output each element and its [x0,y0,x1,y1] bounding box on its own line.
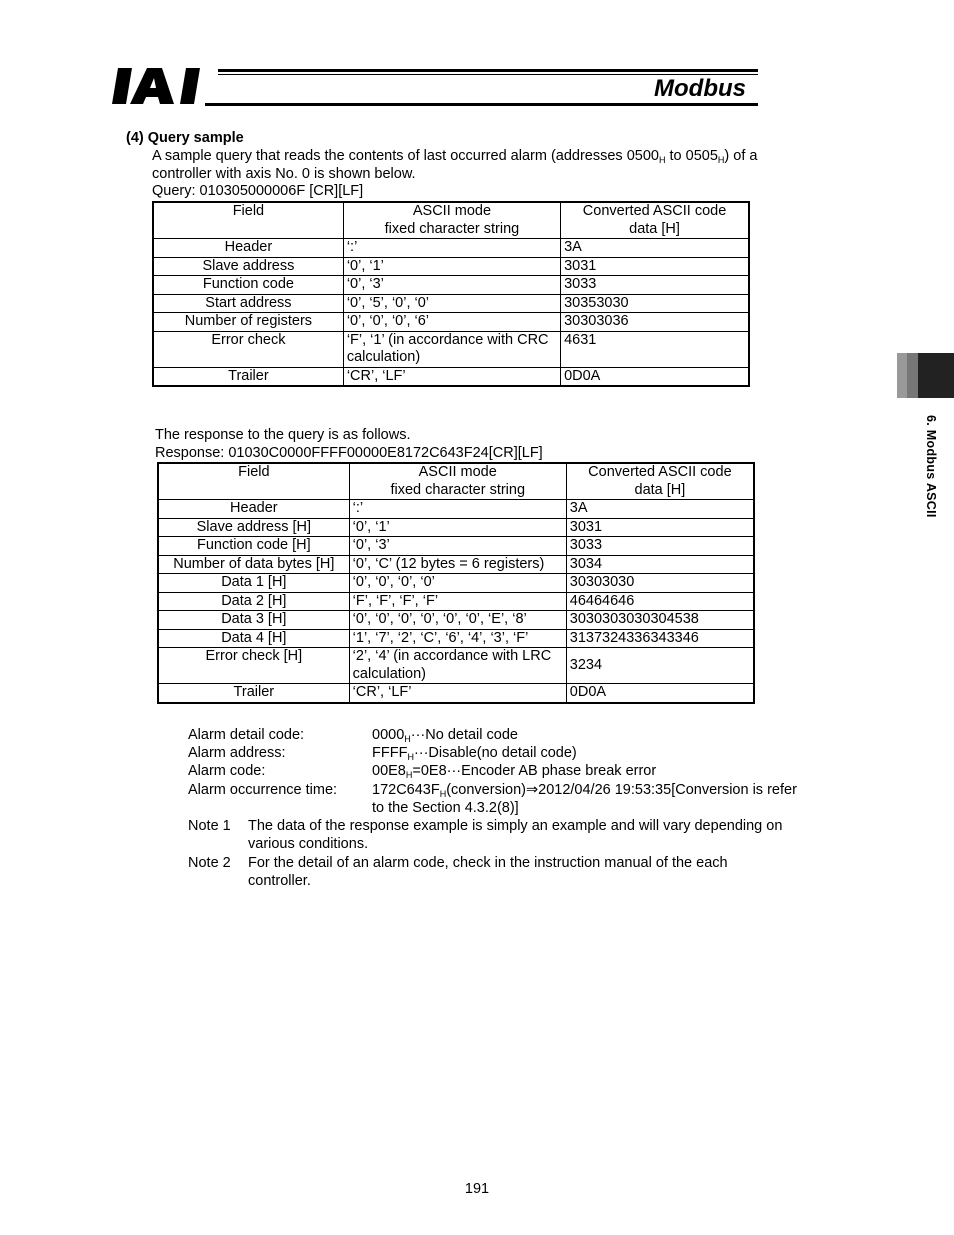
table-row [158,574,754,593]
iai-logo [112,66,212,106]
side-tab-mid [907,353,918,398]
note-1-text: The data of the response example is simply an example and will vary depending on [248,818,783,834]
table-row [158,518,754,537]
field-cell: Slave address [H] [158,518,349,537]
field-cell: Error check [153,331,343,367]
note-2-label: Note 2 [188,855,231,871]
code-cell: 3234 [566,648,754,684]
alarm-address-value: $FFFF_H\cdot\cdot\cdot Disable(no$ detail code) [372,745,577,762]
alarm-address-label: Alarm address: [188,745,286,761]
table-row [153,367,749,386]
field-cell: Data 2 [H] [158,592,349,611]
code-cell: 3030303030304538 [566,611,754,630]
section-heading: (4) Query sample [126,130,244,146]
ascii-cell: ‘F’, ‘F’, ‘F’, ‘F’ [349,592,566,611]
alarm-detail-value: $0000_H\cdot\cdot\cdot No$ detail code [372,727,518,744]
chapter-side-label: 6. Modbus ASCII [924,415,938,518]
field-cell: Start address [153,294,343,313]
table-row [153,257,749,276]
field-cell: Trailer [153,367,343,386]
code-cell: 46464646 [566,592,754,611]
table-header-row [158,463,754,500]
code-cell: 4631 [561,331,749,367]
ascii-cell: ‘0’, ‘3’ [349,537,566,556]
code-cell: 3033 [566,537,754,556]
ascii-cell: ‘0’, ‘1’ [343,257,560,276]
ascii-cell: ‘1’, ‘7’, ‘2’, ‘C’, ‘6’, ‘4’, ‘3’, ‘F’ [349,629,566,648]
code-cell: 3031 [566,518,754,537]
table-row [153,313,749,332]
note-2-text: For the detail of an alarm code, check in the instruction manual of the each [248,855,728,871]
response-intro: The response to the query is as follows. [155,427,411,443]
table-row [158,592,754,611]
field-cell: Header [158,500,349,519]
note-1-label: Note 1 [188,818,231,834]
response-table [157,462,755,704]
code-cell: 3033 [561,276,749,295]
code-cell: 3A [561,239,749,258]
side-tab-light [897,353,907,398]
response-label: Response: 01030C0000FFFF00000E8172C643F24[CR][LF] [155,445,543,461]
table-row [158,555,754,574]
header-rule-top [218,69,758,72]
ascii-cell: ‘2’, ‘4’ (in accordance with LRC calculation) [349,648,566,684]
field-cell: Function code [H] [158,537,349,556]
intro-line-2: controller with axis No. 0 is shown below. [152,166,416,182]
alarm-time-value: $172C643F_H(conversion)\Rightarrow 2012/04/26$ 19:53:35[Conversion is refer [372,782,797,799]
field-cell: Number of registers [153,313,343,332]
table-row [158,629,754,648]
intro-line-1: A sample query that reads the contents of last occurred alarm (addresses $0500_H$ to $0505_H$) of a [152,148,758,165]
header-cell: Converted ASCII code data [H] [561,202,749,239]
table-row [153,239,749,258]
note-1-text-cont: various conditions. [248,836,369,852]
field-cell: Number of data bytes [H] [158,555,349,574]
table-row [153,276,749,295]
header-cell: Field [158,463,349,500]
query-table [152,201,750,387]
query-label: Query: 010305000006F [CR][LF] [152,183,364,199]
ascii-cell: ‘0’, ‘0’, ‘0’, ‘6’ [343,313,560,332]
code-cell: 0D0A [566,684,754,703]
ascii-cell: ‘0’, ‘0’, ‘0’, ‘0’ [349,574,566,593]
field-cell: Function code [153,276,343,295]
table-header-row [153,202,749,239]
table-row [158,537,754,556]
code-cell: 3034 [566,555,754,574]
ascii-cell: ‘:’ [343,239,560,258]
alarm-time-label: Alarm occurrence time: [188,782,338,798]
field-cell: Slave address [153,257,343,276]
ascii-cell: ‘F’, ‘1’ (in accordance with CRC calculation) [343,331,560,367]
header-cell: ASCII mode fixed character string [343,202,560,239]
code-cell: 3137324336343346 [566,629,754,648]
header-rule-bottom [205,103,758,106]
ascii-cell: ‘CR’, ‘LF’ [349,684,566,703]
code-cell: 3A [566,500,754,519]
field-cell: Trailer [158,684,349,703]
table-row [158,648,754,684]
ascii-cell: ‘:’ [349,500,566,519]
field-cell: Data 1 [H] [158,574,349,593]
header-cell: ASCII mode fixed character string [349,463,566,500]
table-row [153,331,749,367]
table-row [158,500,754,519]
ascii-cell: ‘0’, ‘0’, ‘0’, ‘0’, ‘0’, ‘0’, ‘E’, ‘8’ [349,611,566,630]
ascii-cell: ‘0’, ‘1’ [349,518,566,537]
code-cell: 30303030 [566,574,754,593]
ascii-cell: ‘0’, ‘5’, ‘0’, ‘0’ [343,294,560,313]
header-cell: Converted ASCII code data [H] [566,463,754,500]
code-cell: 30353030 [561,294,749,313]
header-title: Modbus [654,75,746,102]
alarm-code-value: $00E8_H=0E8\cdot\cdot\cdot Encoder$ AB phase break error [372,763,657,780]
table-row [153,294,749,313]
table-row [158,684,754,703]
ascii-cell: ‘0’, ‘C’ (12 bytes = 6 registers) [349,555,566,574]
page-number: 191 [464,1181,490,1197]
field-cell: Header [153,239,343,258]
note-2-text-cont: controller. [248,873,311,889]
side-tab-dark [918,353,954,398]
field-cell: Error check [H] [158,648,349,684]
field-cell: Data 3 [H] [158,611,349,630]
code-cell: 3031 [561,257,749,276]
ascii-cell: ‘0’, ‘3’ [343,276,560,295]
alarm-code-label: Alarm code: [188,763,266,779]
alarm-detail-label: Alarm detail code: [188,727,305,743]
code-cell: 30303036 [561,313,749,332]
table-row [158,611,754,630]
alarm-time-value-cont: to the Section 4.3.2(8)] [372,800,519,816]
field-cell: Data 4 [H] [158,629,349,648]
ascii-cell: ‘CR’, ‘LF’ [343,367,560,386]
header-cell: Field [153,202,343,239]
code-cell: 0D0A [561,367,749,386]
